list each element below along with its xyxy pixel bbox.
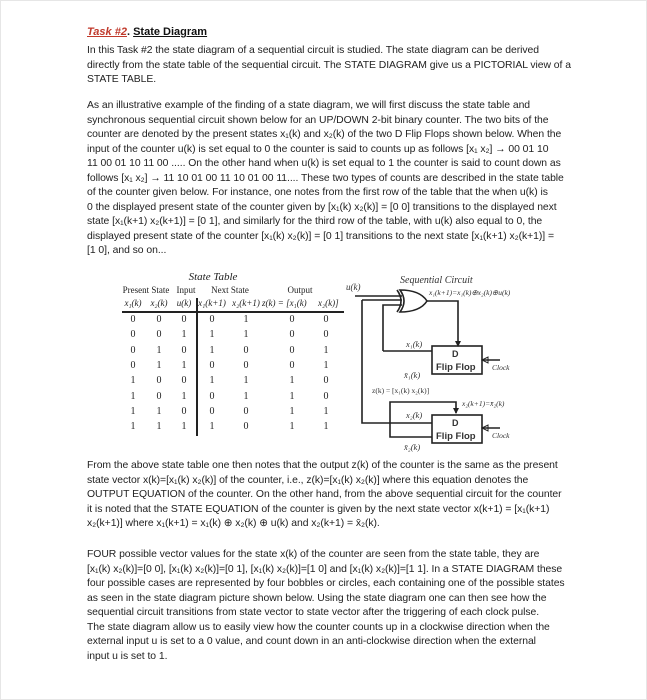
- table-cell-x2: 0: [156, 329, 162, 341]
- column-header-x1-next: x₁(k+1): [198, 298, 226, 308]
- group-input: Input: [176, 285, 196, 295]
- table-cell-z2: 0: [323, 314, 329, 325]
- text-line: sequential circuit transitions from state vector to state vector after the triggering of each clock pulse.: [87, 607, 540, 618]
- label-x1bar: x̄₁(k): [404, 370, 421, 380]
- table-cell-u: 0: [181, 405, 187, 417]
- text-line: input of the counter u(k) is set equal to 0 the counter is said to counts up as follows [x₁ x₂] → 00 01 10: [87, 143, 549, 155]
- table-cell-x2: 1: [156, 344, 162, 356]
- table-cell-x1-next: 1: [209, 375, 215, 387]
- table-cell-x1: 0: [130, 314, 136, 325]
- table-cell-u: 1: [181, 421, 187, 433]
- task-number: Task #2: [87, 26, 127, 38]
- text-line: displayed present state of the counter [x₁(k) x₂(k)] = [0 1] transitions to the next state [x₁(k+1) x₂(k+1)] =: [87, 230, 554, 242]
- table-cell-z1: 1: [289, 421, 295, 433]
- text-line: it is noted that the STATE EQUATION of the counter is given by the next state vector x(k+1) = [x₁(k+1): [87, 503, 550, 515]
- text-line: 11 00 01 10 11 00 ..... On the other hand when u(k) is set equal to 1 the counter is said to count down as: [87, 158, 561, 169]
- text-line: In this Task #2 the state diagram of a sequential circuit is studied. The state diagram can be derived: [87, 45, 539, 56]
- label-x1: x₁(k): [406, 339, 423, 349]
- table-cell-z1: 1: [289, 390, 295, 402]
- text-line: external input u is set to a 0 value, and count down in an anti-clockwise direction when the external: [87, 636, 536, 647]
- table-cell-x2-next: 1: [243, 375, 249, 387]
- state-table-title: State Table: [188, 271, 238, 283]
- table-cell-x1-next: 0: [209, 314, 215, 325]
- text-line: STATE TABLE.: [87, 74, 157, 85]
- table-cell-x2-next: 1: [243, 329, 249, 341]
- arrow-icon: [453, 408, 459, 414]
- table-cell-x2-next: 0: [243, 344, 249, 356]
- ff2-label: Flip Flop: [436, 431, 476, 442]
- table-cell-x2-next: 0: [243, 359, 249, 371]
- table-cell-x1-next: 1: [209, 329, 215, 341]
- clock-label-1: Clock: [492, 363, 510, 372]
- clock-label-2: Clock: [492, 431, 510, 440]
- text-line: [x₁(k) x₂(k)]=[0 0], [x₁(k) x₂(k)]=[0 1], [x₁(k) x₂(k)]=[1 0] and [x₁(k) x₂(k)]=[1 1]. In a STATE DIAGRAM these: [87, 563, 563, 575]
- table-cell-z2: 1: [323, 359, 329, 371]
- text-line: OUTPUT EQUATION of the counter. On the other hand, from the above sequential circuit for the counter: [87, 489, 562, 500]
- table-cell-x1-next: 0: [209, 359, 215, 371]
- input-label: u(k): [346, 282, 361, 292]
- table-cell-z1: 1: [289, 375, 295, 387]
- table-cell-u: 1: [181, 390, 187, 402]
- wire-xor-out: [427, 301, 458, 344]
- table-cell-x1: 1: [130, 405, 136, 417]
- text-line: follows [x₁ x₂] → 11 10 01 00 11 10 01 00 11.... These two types of counts are described in the state table: [87, 172, 564, 184]
- table-cell-z1: 0: [289, 329, 295, 341]
- table-cell-x1: 1: [130, 390, 136, 402]
- column-header-x2-next: x₂(k+1): [232, 298, 260, 308]
- table-cell-z2: 0: [323, 375, 329, 387]
- column-header-z2: x₂(k)]: [318, 298, 339, 308]
- label-x2bar: x̄₂(k): [404, 442, 421, 452]
- table-cell-z1: 0: [289, 359, 295, 371]
- table-cell-u: 1: [181, 359, 187, 371]
- table-cell-x2-next: 1: [243, 314, 249, 325]
- table-cell-z2: 0: [323, 390, 329, 402]
- table-cell-x1-next: 0: [209, 390, 215, 402]
- group-output: Output: [287, 285, 313, 295]
- ff1-d: D: [452, 349, 459, 359]
- group-next-state: Next State: [211, 285, 249, 295]
- table-cell-x1: 0: [130, 344, 136, 356]
- table-cell-z2: 1: [323, 405, 329, 417]
- table-cell-x2-next: 1: [243, 390, 249, 402]
- text-line: From the above state table one then notes that the output z(k) of the counter is the same as the present: [87, 460, 558, 471]
- table-cell-x2-next: 0: [243, 421, 249, 433]
- table-cell-u: 0: [181, 344, 187, 356]
- text-line: x₂(k+1)] where x₁(k+1) = x₁(k) ⊕ x₂(k) ⊕ u(k) and x₂(k+1) = x̄₂(k).: [87, 518, 380, 529]
- column-header-x2: x₂(k): [150, 298, 168, 308]
- table-cell-x2-next: 0: [243, 405, 249, 417]
- column-header-u: u(k): [176, 298, 192, 308]
- table-cell-x1: 1: [130, 421, 136, 433]
- table-cell-x2: 0: [156, 314, 162, 325]
- table-cell-x2: 0: [156, 390, 162, 402]
- table-cell-x1: 0: [130, 329, 136, 341]
- group-present-state: Present State: [122, 285, 170, 295]
- text-line: as seen in the state diagram picture shown below. Using the state diagram one can then see how the: [87, 592, 547, 604]
- title-separator: .: [126, 26, 131, 38]
- text-line: synchronous sequential circuit shown below for an UP/DOWN 2-bit binary counter. The two bits of the: [87, 114, 549, 126]
- text-line: four possible cases are represented by four bobbles or circles, each containing one of the possible states: [87, 578, 565, 589]
- text-line: state vector x(k)=[x₁(k) x₂(k)] of the counter, i.e., z(k)=[x₁(k) x₂(k)] where this equation denotes the: [87, 474, 529, 486]
- text-line: [1 0], and so on...: [87, 245, 167, 256]
- table-cell-x1-next: 1: [209, 421, 215, 433]
- ff1-label: Flip Flop: [436, 362, 476, 373]
- table-cell-z1: 1: [289, 405, 295, 417]
- title-heading: State Diagram: [133, 26, 208, 38]
- column-header-x1: x₁(k): [124, 298, 142, 308]
- table-cell-x1: 0: [130, 359, 136, 371]
- equation-x2: x₂(k+1)=x̄₂(k): [462, 399, 505, 408]
- wire-x2-outer: [362, 300, 432, 423]
- output-equation: z(k) = [x₁(k) x₂(k)]: [372, 386, 430, 395]
- text-line: of the counter given below. For instance, one notes from the first row of the table that the when u(k) is: [87, 187, 548, 198]
- column-header-z1: z(k) = [x₁(k): [262, 298, 307, 308]
- text-line: directly from the state table of the sequential circuit. The STATE DIAGRAM give us a PICTORIAL view of a: [87, 59, 571, 71]
- text-line: input u is set to 1.: [87, 650, 168, 662]
- text-line: As an illustrative example of the finding of a state diagram, we will first discuss the state table and: [87, 100, 531, 111]
- table-cell-u: 0: [181, 314, 187, 325]
- xor-gate: [400, 290, 427, 312]
- text-line: The state diagram allow us to easily view how the counter counts up in a clockwise direction when the: [87, 621, 550, 633]
- table-cell-z1: 0: [289, 314, 295, 325]
- table-cell-x2: 1: [156, 405, 162, 417]
- text-line: state [x₁(k+1) x₂(k+1)] = [0 1], and similarly for the third row of the table, with u(k) also equal to 0, the: [87, 216, 543, 227]
- table-cell-z1: 0: [289, 344, 295, 356]
- equation-x1: x₁(k+1)=x₁(k)⊕x₂(k)⊕u(k): [429, 288, 511, 297]
- circuit-title: Sequential Circuit: [400, 275, 473, 286]
- table-cell-x2: 1: [156, 421, 162, 433]
- table-cell-z2: 1: [323, 421, 329, 433]
- table-cell-z2: 1: [323, 344, 329, 356]
- xor-gate-curve: [397, 290, 401, 312]
- table-cell-x2: 0: [156, 375, 162, 387]
- table-cell-u: 1: [181, 329, 187, 341]
- ff2-d: D: [452, 418, 459, 428]
- table-cell-x2: 1: [156, 359, 162, 371]
- table-cell-x1-next: 1: [209, 344, 215, 356]
- table-cell-z2: 0: [323, 329, 329, 341]
- label-x2: x₂(k): [406, 410, 423, 420]
- table-cell-x1-next: 0: [209, 405, 215, 417]
- text-line: FOUR possible vector values for the state x(k) of the counter are seen from the state table, they are: [87, 549, 540, 560]
- table-cell-x1: 1: [130, 375, 136, 387]
- table-cell-u: 0: [181, 375, 187, 387]
- text-line: counter are denoted by the present states x₁(k) and x₂(k) of the two D Flip Flops shown below. When the: [87, 129, 562, 140]
- text-line: 0 the displayed present state of the counter given by [x₁(k) x₂(k)] = [0 0] transitions to the displayed next: [87, 201, 557, 213]
